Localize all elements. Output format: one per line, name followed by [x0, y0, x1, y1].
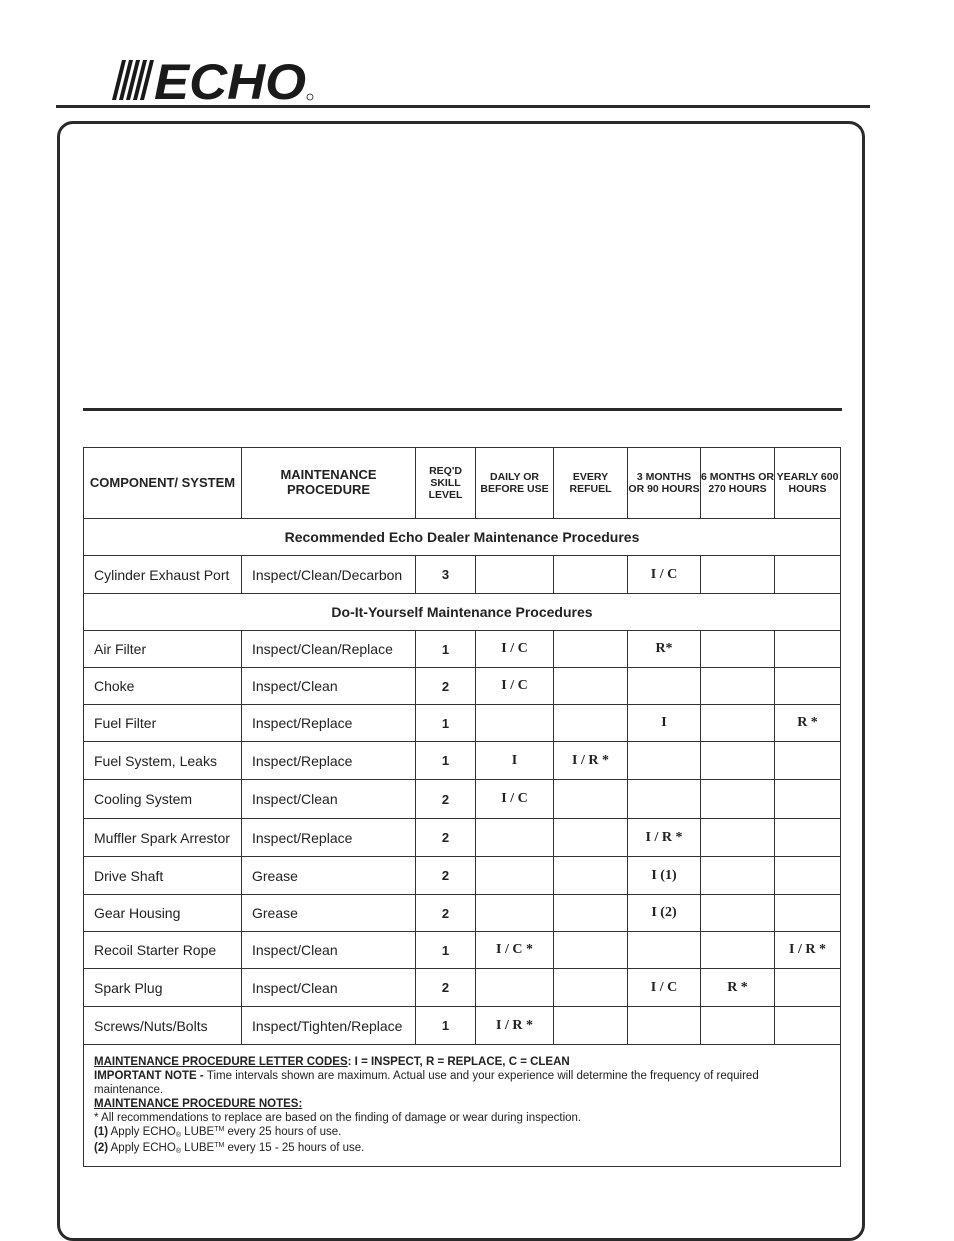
cell-six-months [701, 742, 775, 780]
cell-procedure: Inspect/Clean [242, 932, 416, 969]
cell-yearly [775, 857, 841, 895]
cell-component: Fuel System, Leaks [84, 742, 242, 780]
cell-yearly [775, 895, 841, 932]
cell-daily [476, 556, 554, 594]
cell-skill-level: 2 [416, 895, 476, 932]
cell-component: Cooling System [84, 780, 242, 819]
cell-procedure: Grease [242, 857, 416, 895]
cell-component: Screws/Nuts/Bolts [84, 1007, 242, 1045]
cell-skill-level: 2 [416, 780, 476, 819]
cell-daily: I [476, 742, 554, 780]
cell-daily: I / C [476, 631, 554, 668]
cell-daily: I / R * [476, 1007, 554, 1045]
table-row [84, 705, 841, 742]
cell-six-months [701, 668, 775, 705]
cell-yearly [775, 742, 841, 780]
cell-refuel [554, 1007, 628, 1045]
cell-procedure: Inspect/Replace [242, 742, 416, 780]
header-skill-level: REQ'D SKILL LEVEL [416, 448, 476, 519]
note-1-text-c: every 25 hours of use. [224, 1126, 342, 1139]
cell-skill-level: 1 [416, 631, 476, 668]
table-row [84, 631, 841, 668]
logo-wordmark: ECHO [154, 58, 307, 102]
cell-component: Recoil Starter Rope [84, 932, 242, 969]
cell-six-months [701, 556, 775, 594]
note-1 [94, 1125, 830, 1141]
dealer-section-title: Recommended Echo Dealer Maintenance Procedures [84, 519, 841, 556]
table-row [84, 819, 841, 857]
cell-three-months [628, 780, 701, 819]
notes-cell [84, 1045, 841, 1167]
cell-daily: I / C [476, 668, 554, 705]
table-row [84, 932, 841, 969]
cell-yearly [775, 668, 841, 705]
cell-daily: I / C * [476, 932, 554, 969]
table-header-row [84, 448, 841, 519]
cell-refuel [554, 819, 628, 857]
important-note-label: IMPORTANT NOTE - [94, 1070, 207, 1083]
cell-component: Muffler Spark Arrestor [84, 819, 242, 857]
cell-component: Choke [84, 668, 242, 705]
table-row [84, 857, 841, 895]
cell-refuel [554, 895, 628, 932]
header-six-months: 6 MONTHS OR 270 HOURS [701, 448, 775, 519]
cell-procedure: Inspect/Clean [242, 668, 416, 705]
note-2-text-a: Apply ECHO [108, 1141, 176, 1154]
cell-six-months [701, 1007, 775, 1045]
cell-component: Cylinder Exhaust Port [84, 556, 242, 594]
cell-procedure: Grease [242, 895, 416, 932]
table-row [84, 969, 841, 1007]
cell-three-months: I (1) [628, 857, 701, 895]
cell-refuel [554, 705, 628, 742]
cell-daily [476, 705, 554, 742]
diy-section-title: Do-It-Yourself Maintenance Procedures [84, 594, 841, 631]
header-refuel: EVERY REFUEL [554, 448, 628, 519]
note-1-text-b: LUBE [180, 1126, 215, 1139]
cell-daily [476, 819, 554, 857]
note-1-label: (1) [94, 1126, 109, 1139]
cell-yearly: R * [775, 705, 841, 742]
cell-three-months: R* [628, 631, 701, 668]
cell-yearly [775, 631, 841, 668]
maintenance-schedule-table [83, 447, 841, 1167]
letter-codes-heading: MAINTENANCE PROCEDURE LETTER CODES [94, 1056, 348, 1068]
dealer-section-row [84, 519, 841, 556]
cell-refuel [554, 780, 628, 819]
cell-three-months: I / C [628, 969, 701, 1007]
cell-procedure: Inspect/Clean [242, 780, 416, 819]
cell-skill-level: 1 [416, 705, 476, 742]
cell-procedure: Inspect/Clean [242, 969, 416, 1007]
cell-daily [476, 969, 554, 1007]
cell-six-months [701, 819, 775, 857]
cell-three-months: I [628, 705, 701, 742]
cell-three-months [628, 1007, 701, 1045]
cell-three-months [628, 742, 701, 780]
note-1-reg-mark: ® [175, 1132, 181, 1140]
cell-skill-level: 2 [416, 668, 476, 705]
letter-codes-line [94, 1055, 830, 1069]
cell-procedure: Inspect/Clean/Replace [242, 631, 416, 668]
table-row [84, 556, 841, 594]
table-row [84, 668, 841, 705]
cell-refuel [554, 631, 628, 668]
cell-component: Spark Plug [84, 969, 242, 1007]
cell-refuel [554, 969, 628, 1007]
header-yearly: YEARLY 600 HOURS [775, 448, 841, 519]
cell-refuel [554, 932, 628, 969]
important-note [94, 1069, 830, 1097]
cell-daily: I / C [476, 780, 554, 819]
cell-three-months: I / C [628, 556, 701, 594]
note-1-tm-mark: TM [214, 1126, 225, 1134]
header-daily: DAILY OR BEFORE USE [476, 448, 554, 519]
cell-yearly: I / R * [775, 932, 841, 969]
cell-three-months: I / R * [628, 819, 701, 857]
cell-daily [476, 895, 554, 932]
note-2-text-b: LUBE [180, 1141, 215, 1154]
cell-yearly [775, 780, 841, 819]
header-component: COMPONENT/ SYSTEM [84, 448, 242, 519]
cell-three-months: I (2) [628, 895, 701, 932]
cell-skill-level: 1 [416, 742, 476, 780]
note-1-text-a: Apply ECHO [108, 1126, 176, 1139]
cell-component: Drive Shaft [84, 857, 242, 895]
echo-logo [112, 58, 317, 102]
table-row [84, 780, 841, 819]
cell-skill-level: 3 [416, 556, 476, 594]
cell-three-months [628, 668, 701, 705]
cell-skill-level: 1 [416, 932, 476, 969]
diy-section-row [84, 594, 841, 631]
note-2-text-c: every 15 - 25 hours of use. [224, 1141, 365, 1154]
header-rule [56, 105, 870, 108]
header-procedure: MAINTENANCE PROCEDURE [242, 448, 416, 519]
header-three-months: 3 MONTHS OR 90 HOURS [628, 448, 701, 519]
note-2 [94, 1141, 830, 1157]
cell-yearly [775, 969, 841, 1007]
cell-procedure: Inspect/Replace [242, 705, 416, 742]
table-row [84, 742, 841, 780]
cell-component: Gear Housing [84, 895, 242, 932]
cell-six-months [701, 932, 775, 969]
replace-note: * All recommendations to replace are based on the finding of damage or wear during inspection. [94, 1112, 582, 1125]
cell-six-months: R * [701, 969, 775, 1007]
cell-daily [476, 857, 554, 895]
note-2-label: (2) [94, 1141, 109, 1154]
cell-refuel: I / R * [554, 742, 628, 780]
cell-procedure: Inspect/Clean/Decarbon [242, 556, 416, 594]
note-2-reg-mark: ® [175, 1147, 181, 1155]
cell-component: Air Filter [84, 631, 242, 668]
cell-component: Fuel Filter [84, 705, 242, 742]
note-2-tm-mark: TM [214, 1141, 225, 1149]
cell-yearly [775, 556, 841, 594]
procedure-notes-heading: MAINTENANCE PROCEDURE NOTES: [94, 1098, 303, 1111]
cell-refuel [554, 668, 628, 705]
section-rule [83, 408, 842, 411]
cell-six-months [701, 780, 775, 819]
cell-refuel [554, 556, 628, 594]
cell-procedure: Inspect/Replace [242, 819, 416, 857]
cell-six-months [701, 895, 775, 932]
important-note-text: Time intervals shown are maximum. Actual use and your experience will determine the frequency of required maintenance. [94, 1070, 759, 1097]
cell-skill-level: 2 [416, 969, 476, 1007]
notes-row [84, 1045, 841, 1167]
cell-three-months [628, 932, 701, 969]
table-row [84, 1007, 841, 1045]
cell-yearly [775, 819, 841, 857]
cell-six-months [701, 705, 775, 742]
cell-skill-level: 2 [416, 857, 476, 895]
letter-codes-text: : I = INSPECT, R = REPLACE, C = CLEAN [347, 1056, 570, 1068]
cell-six-months [701, 631, 775, 668]
cell-yearly [775, 1007, 841, 1045]
cell-skill-level: 2 [416, 819, 476, 857]
cell-refuel [554, 857, 628, 895]
cell-skill-level: 1 [416, 1007, 476, 1045]
cell-procedure: Inspect/Tighten/Replace [242, 1007, 416, 1045]
cell-six-months [701, 857, 775, 895]
table-row [84, 895, 841, 932]
